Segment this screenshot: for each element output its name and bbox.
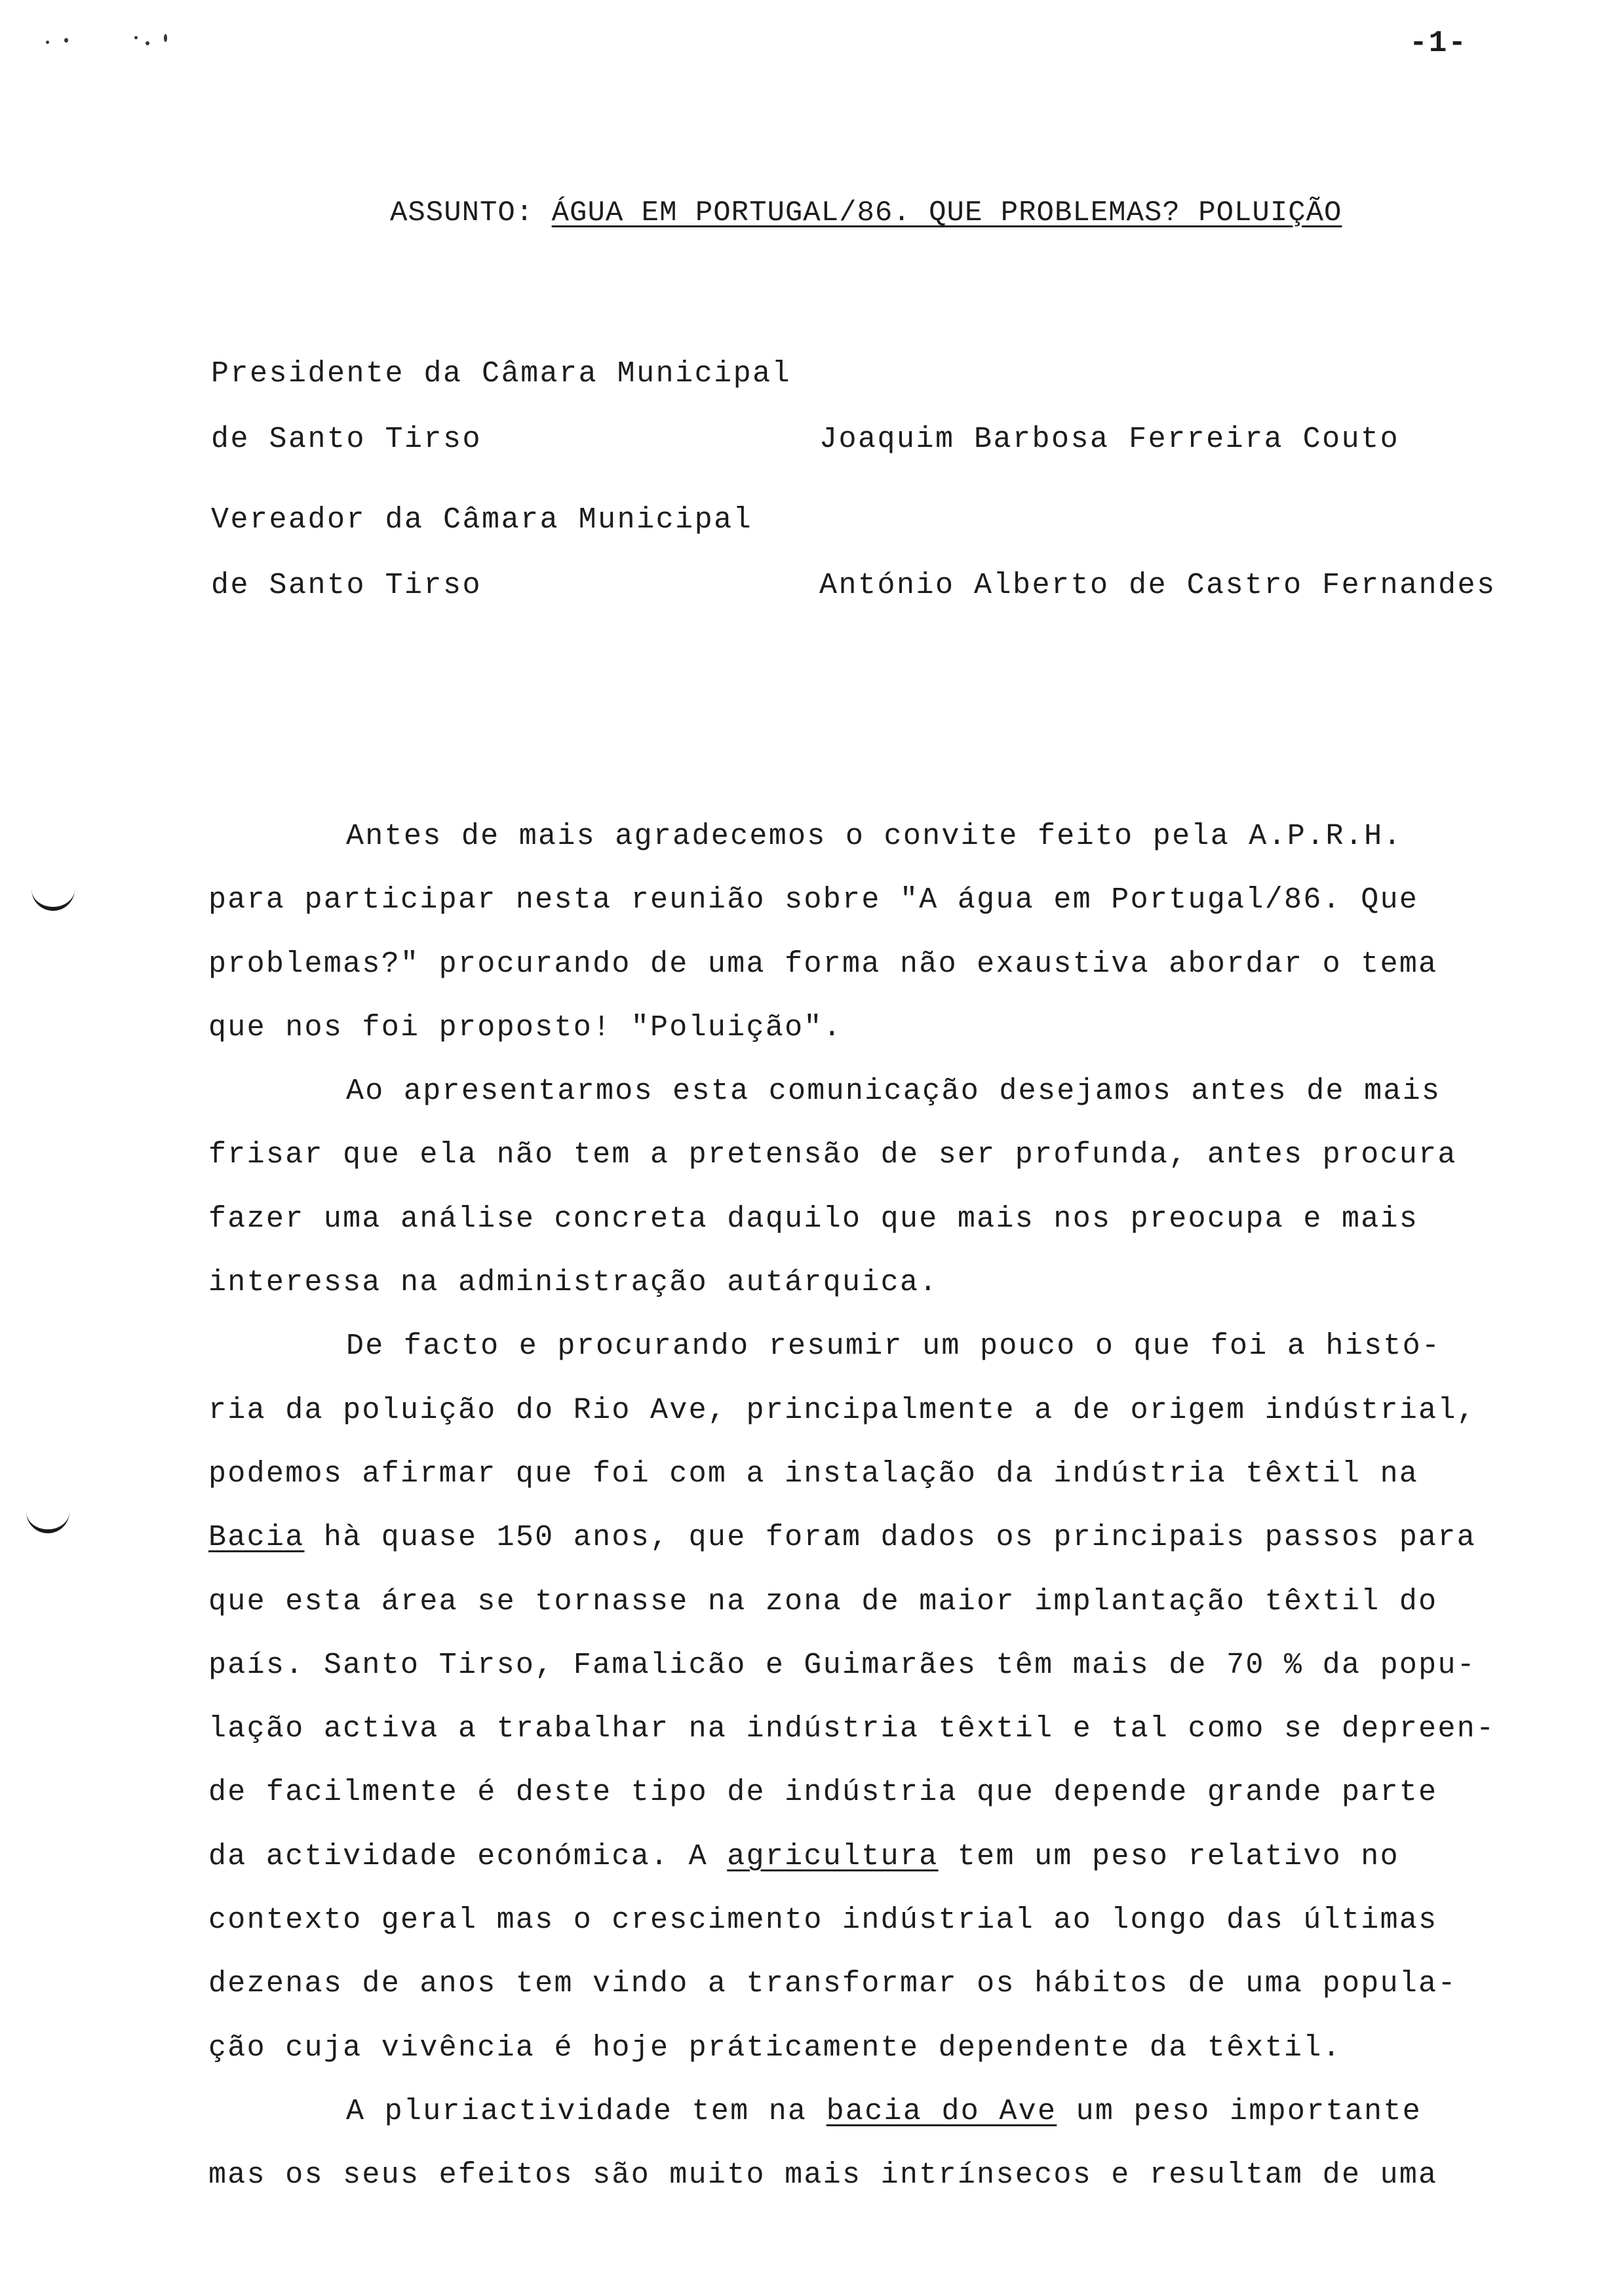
body-fragment: da actividade económica. A bbox=[208, 1839, 728, 1873]
body-line bbox=[208, 1506, 1526, 1569]
body-line: Ao apresentarmos esta comunicação desejamos antes de mais bbox=[346, 1075, 1441, 1109]
body-line: frisar que ela não tem a pretensão de ser profunda, antes procura bbox=[208, 1138, 1457, 1172]
scan-speck bbox=[164, 34, 167, 42]
body-line: lação activa a trabalhar na indústria têxtil e tal como se depreen- bbox=[208, 1712, 1496, 1746]
scan-speck bbox=[46, 41, 49, 44]
participant-1-role: Presidente da Câmara Municipal bbox=[211, 357, 792, 391]
body-fragment: tem um peso relativo no bbox=[938, 1839, 1399, 1873]
body-line: mas os seus efeitos são muito mais intrínsecos e resultam de uma bbox=[208, 2158, 1438, 2192]
body-fragment: A pluriactividade tem na bbox=[346, 2094, 827, 2128]
participant-2-place: de Santo Tirso bbox=[211, 569, 482, 602]
scan-speck bbox=[64, 38, 68, 43]
body-line: De facto e procurando resumir um pouco o que foi a histó- bbox=[346, 1330, 1441, 1364]
underlined-word: Bacia bbox=[208, 1521, 305, 1555]
body-line: para participar nesta reunião sobre "A água em Portugal/86. Que bbox=[208, 883, 1419, 917]
body-line: que esta área se tornasse na zona de maior implantação têxtil do bbox=[208, 1584, 1438, 1618]
participant-2-name: António Alberto de Castro Fernandes bbox=[819, 569, 1496, 602]
body-line: contexto geral mas o crescimento indústrial ao longo das últimas bbox=[208, 1904, 1438, 1938]
scan-speck bbox=[146, 41, 149, 45]
participant-1-place: de Santo Tirso bbox=[211, 423, 482, 456]
body-line bbox=[208, 2080, 1526, 2143]
subject-title: ÁGUA EM PORTUGAL/86. QUE PROBLEMAS? POLUIÇÃO bbox=[551, 197, 1342, 229]
body-fragment: hà quase 150 anos, que foram dados os principais passos para bbox=[304, 1521, 1477, 1555]
subject-line bbox=[390, 197, 1342, 229]
body-line: dezenas de anos tem vindo a transformar os hábitos de uma popula- bbox=[208, 1967, 1457, 2001]
body-line: ria da poluição do Rio Ave, principalmente a de origem indústrial, bbox=[208, 1393, 1477, 1427]
binder-hole-mark bbox=[31, 885, 75, 911]
body-fragment: um peso importante bbox=[1057, 2094, 1422, 2128]
underlined-word: agricultura bbox=[727, 1839, 939, 1873]
body-text bbox=[208, 805, 1526, 2208]
body-line: interessa na administração autárquica. bbox=[208, 1266, 939, 1300]
binder-hole-mark bbox=[26, 1507, 69, 1533]
body-line: ção cuja vivência é hoje práticamente dependente da têxtil. bbox=[208, 2031, 1342, 2065]
underlined-word: bacia do Ave bbox=[826, 2094, 1057, 2128]
body-line: que nos foi proposto! "Poluição". bbox=[208, 1010, 843, 1044]
body-line: país. Santo Tirso, Famalicão e Guimarães têm mais de 70 % da popu- bbox=[208, 1648, 1477, 1682]
subject-label: ASSUNTO: bbox=[390, 197, 534, 229]
body-line: de facilmente é deste tipo de indústria que depende grande parte bbox=[208, 1776, 1438, 1810]
body-line: podemos afirmar que foi com a instalação da indústria têxtil na bbox=[208, 1457, 1419, 1491]
body-line: Antes de mais agradecemos o convite feito pela A.P.R.H. bbox=[346, 820, 1403, 853]
participant-2-role: Vereador da Câmara Municipal bbox=[211, 503, 753, 537]
scan-speck bbox=[134, 36, 138, 39]
page-number: -1- bbox=[1409, 26, 1468, 60]
body-line: fazer uma análise concreta daquilo que mais nos preocupa e mais bbox=[208, 1202, 1419, 1236]
participant-1-name: Joaquim Barbosa Ferreira Couto bbox=[819, 423, 1400, 456]
body-line bbox=[208, 1825, 1526, 1888]
body-line: problemas?" procurando de uma forma não exaustiva abordar o tema bbox=[208, 947, 1438, 981]
